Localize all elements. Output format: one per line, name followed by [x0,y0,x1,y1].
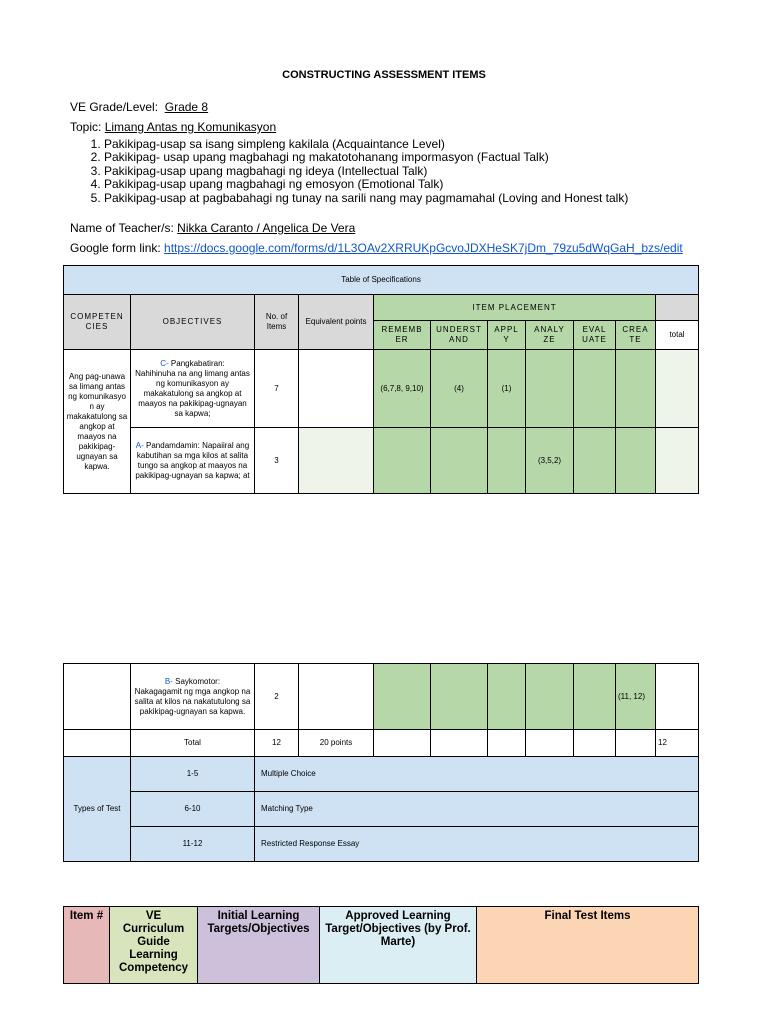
competencies-header: COMPETEN CIES [64,295,131,350]
form-label: Google form link: [70,241,161,255]
teacher-line [70,221,355,235]
apply-cell: (1) [488,350,526,428]
teacher-value: Nikka Caranto / Angelica De Vera [177,221,356,235]
teacher-label: Name of Teacher/s: [70,221,174,235]
apply-cell [488,664,526,730]
equivalent-header: Equivalent points [299,295,374,350]
test-type: Matching Type [255,792,699,827]
topic-item: 5. Pakikipag-usap at pagbabahagi ng tunay na sarili nang may pagmamahal (Loving and Honest talk) [104,192,628,205]
total-cell [656,664,699,730]
total-understand [431,730,488,757]
test-type-row [64,757,699,792]
create-cell [616,350,656,428]
test-type-row [64,827,699,862]
initial-targets-header: Initial Learning Targets/Objectives [198,907,320,984]
no-items-cell: 7 [255,350,299,428]
no-items-cell: 3 [255,428,299,494]
topic-list [70,138,628,205]
test-type: Multiple Choice [255,757,699,792]
types-of-test-label: Types of Test [64,757,131,862]
table-row [64,428,699,494]
objective-kind: A- [135,440,144,450]
google-form-link[interactable]: https://docs.google.com/forms/d/1L3OAv2XRRUKpGcvoJDXHeSK7jDm_79zu5dWqGaH_bzs/edit [164,241,683,255]
item-number-header: Item # [64,907,110,984]
understand-cell [431,664,488,730]
total-label: Total [131,730,255,757]
total-create [616,730,656,757]
table-row [64,350,699,428]
competency-cell [64,664,131,730]
total-row [64,730,699,757]
test-range: 1-5 [131,757,255,792]
objective-title: Pangkabatiran: [168,358,225,368]
table-of-specifications-continued [63,663,699,862]
apply-cell [488,428,526,494]
equivalent-cell [299,664,374,730]
analyze-cell [526,350,574,428]
total-analyze [526,730,574,757]
level-apply-header: APPL Y [488,321,526,350]
competency-header: VE Curriculum Guide Learning Competency [110,907,198,984]
objective-kind: B- [164,676,173,686]
objective-cell [131,428,255,494]
evaluate-cell [574,350,616,428]
level-understand-header: UNDERST AND [431,321,488,350]
approved-targets-header: Approved Learning Target/Objectives (by Prof. Marte) [320,907,477,984]
level-analyze-header: ANALY ZE [526,321,574,350]
total-items: 12 [255,730,299,757]
create-cell [616,428,656,494]
test-range: 6-10 [131,792,255,827]
tos-caption: Table of Specifications [64,266,699,295]
understand-cell [431,428,488,494]
objective-body: Nahihinuha na ang limang antas ng komunikasyon ay makakatulong sa angkop at maayos na pakikipag-ugnayan sa kapwa; [135,368,250,418]
total-cell [656,428,699,494]
evaluate-cell [574,664,616,730]
topic-label: Topic: [70,120,102,134]
level-evaluate-header: EVAL UATE [574,321,616,350]
create-cell: (11, 12) [616,664,656,730]
equivalent-cell [299,428,374,494]
total-apply [488,730,526,757]
objective-title: Saykomotor: [172,676,221,686]
topic-item: 1. Pakikipag-usap sa isang simpleng kakilala (Acquaintance Level) [104,138,628,151]
level-remember-header: REMEMB ER [374,321,431,350]
objective-body: Nakagagamit ng mga angkop na salita at kilos na nakatutulong sa pakikipag-ugnayan sa kapwa. [134,686,251,716]
remember-cell: (6,7,8, 9,10) [374,350,431,428]
topic-value: Limang Antas ng Komunikasyon [104,120,277,134]
form-link-line [70,241,683,255]
grand-total: 12 [656,730,699,757]
test-type: Restricted Response Essay [255,827,699,862]
objective-body: Napaiiral ang kabutihan sa mga kilos at salita tungo sa angkop at maayos na pakikipag-ugnayan sa kapwa; at [135,440,250,480]
objective-kind: C- [160,358,169,368]
topic-item: 3. Pakikipag-usap upang magbahagi ng ideya (Intellectual Talk) [104,165,628,178]
test-type-row [64,792,699,827]
level-create-header: CREA TE [616,321,656,350]
item-placement-header: ITEM PLACEMENT [374,295,656,321]
table-row [64,664,699,730]
objective-title: Pandamdamin: [143,440,200,450]
analyze-cell [526,664,574,730]
topic-item: 4. Pakikipag-usap upang magbahagi ng emosyon (Emotional Talk) [104,178,628,191]
equivalent-cell [299,350,374,428]
grade-value: Grade 8 [164,100,209,114]
table-of-specifications [63,265,699,494]
total-header: total [656,321,699,350]
no-items-header: No. of Items [255,295,299,350]
total-header-spacer [656,295,699,321]
objective-cell [131,664,255,730]
grade-line [70,100,208,114]
understand-cell: (4) [431,350,488,428]
topic-item: 2. Pakikipag- usap upang magbahagi ng makatotohanang impormasyon (Factual Talk) [104,151,628,164]
no-items-cell: 2 [255,664,299,730]
page-title: CONSTRUCTING ASSESSMENT ITEMS [282,69,486,81]
total-cell [656,350,699,428]
remember-cell [374,428,431,494]
total-row-spacer [64,730,131,757]
objectives-header: OBJECTIVES [131,295,255,350]
remember-cell [374,664,431,730]
evaluate-cell [574,428,616,494]
test-items-table [63,906,699,984]
competency-cell: Ang pag-unawa sa limang antas ng komunikasyo n ay makakatulong sa angkop at maayos na pakikipag-ugnayan sa kapwa. [64,350,131,494]
final-test-items-header: Final Test Items [477,907,699,984]
total-evaluate [574,730,616,757]
test-range: 11-12 [131,827,255,862]
total-points: 20 points [299,730,374,757]
topic-line [70,120,276,134]
grade-label: VE Grade/Level: [70,100,159,114]
objective-cell [131,350,255,428]
analyze-cell: (3,5,2) [526,428,574,494]
total-remember [374,730,431,757]
